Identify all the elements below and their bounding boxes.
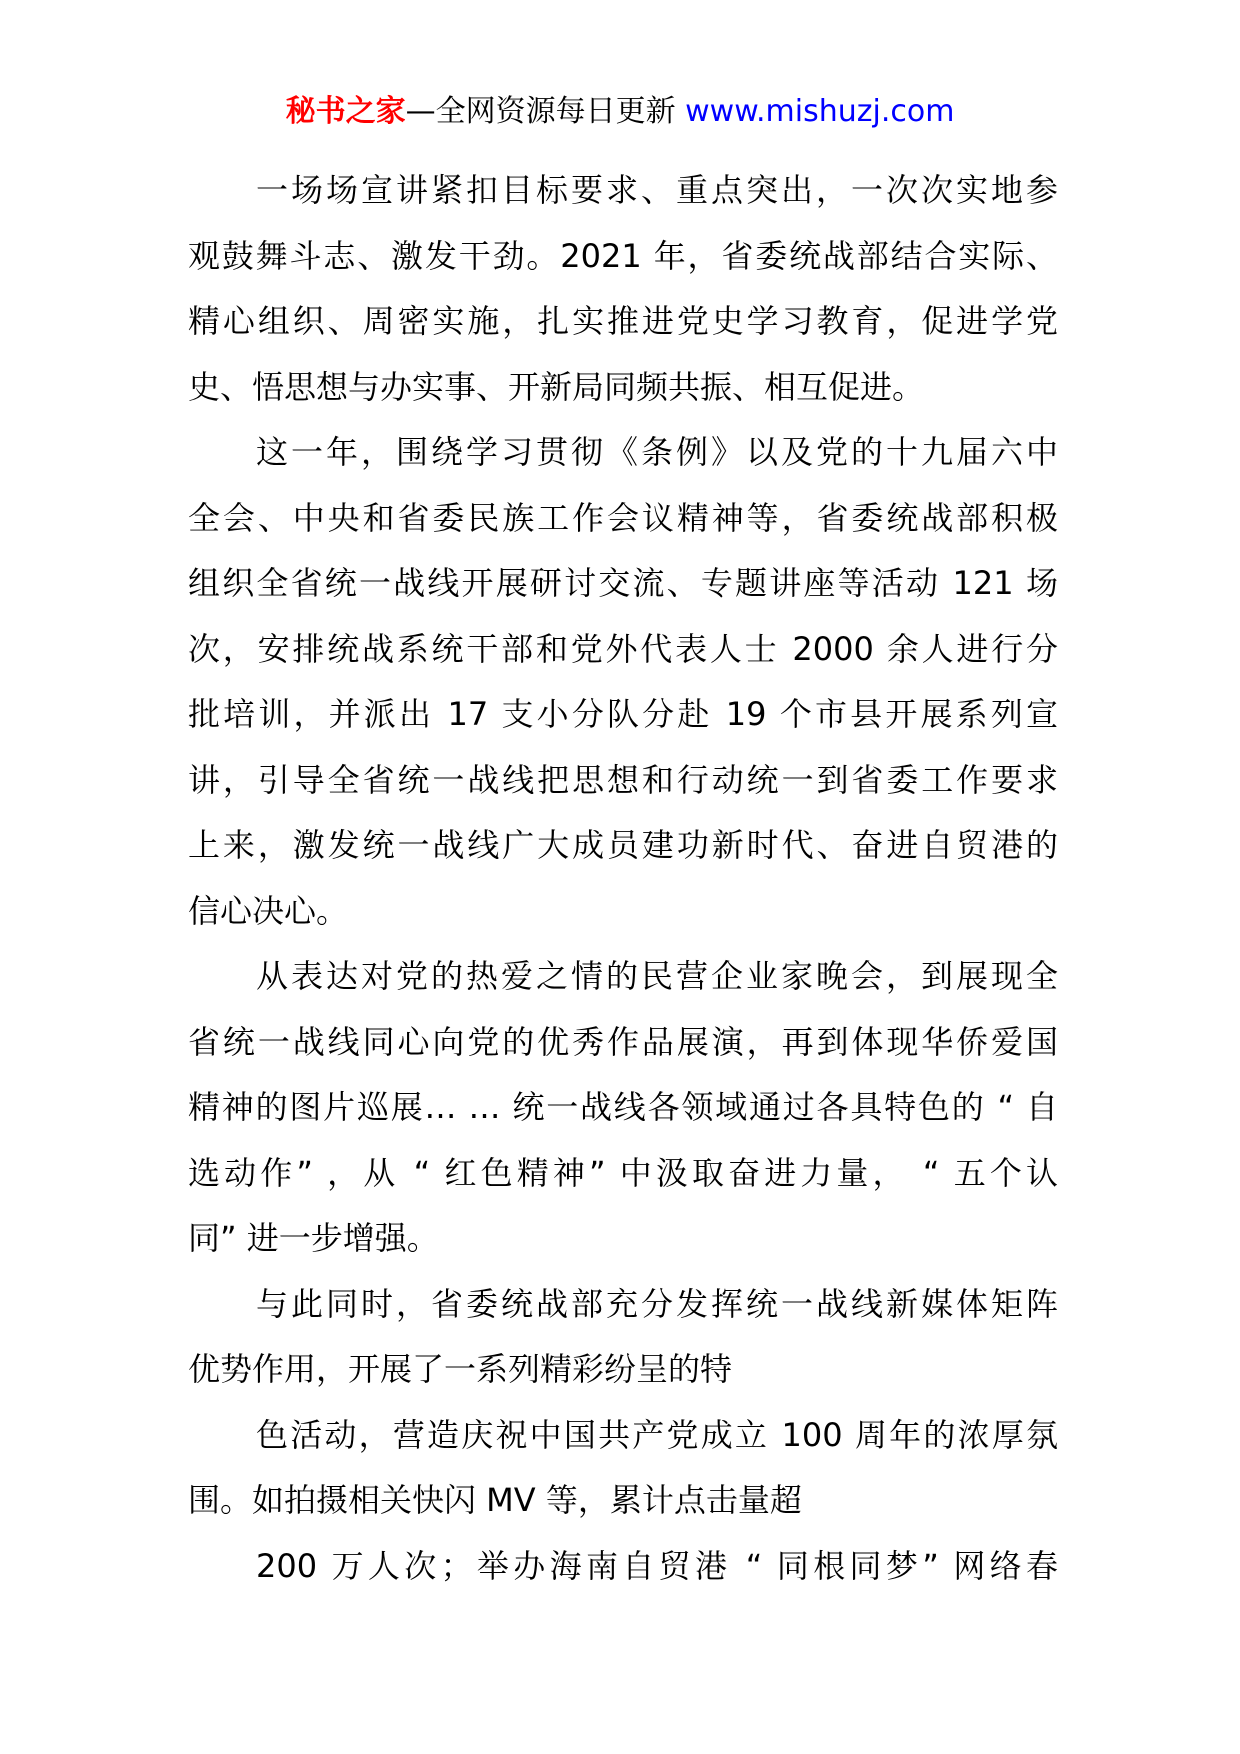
text-line: 精神的图片巡展… … 统一战线各领域通过各具特色的 “ 自	[188, 1088, 1058, 1126]
site-brand: 秘书之家	[285, 94, 406, 129]
text-line: 与此同时，省委统战部充分发挥统一战线新媒体矩阵	[256, 1284, 1058, 1323]
text-line: 省统一战线同心向党的优秀作品展演，再到体现华侨爱国	[188, 1022, 1058, 1061]
text-line: 组织全省统一战线开展研讨交流、专题讲座等活动 121 场	[188, 564, 1058, 602]
text-line: 围。如拍摄相关快闪 MV 等，累计点击量超	[188, 1481, 802, 1519]
text-line: 讲，引导全省统一战线把思想和行动统一到省委工作要求	[188, 760, 1058, 799]
text-line: 选动作” ，从 “ 红色精神” 中汲取奋进力量， “ 五个认	[188, 1153, 1058, 1192]
text-line: 信心决心。	[188, 891, 349, 930]
text-line: 同” 进一步增强。	[188, 1219, 439, 1257]
document-body	[188, 158, 1058, 1599]
text-line: 优势作用，开展了一系列精彩纷呈的特	[188, 1350, 733, 1388]
text-line: 次，安排统战系统干部和党外代表人士 2000 余人进行分	[188, 629, 1058, 668]
text-line: 这一年，围绕学习贯彻《条例》以及党的十九届六中	[256, 433, 1058, 471]
text-line: 200 万人次；举办海南自贸港 “ 同根同梦” 网络春	[256, 1546, 1058, 1585]
text-line: 色活动，营造庆祝中国共产党成立 100 周年的浓厚氛	[256, 1415, 1058, 1454]
text-line: 从表达对党的热爱之情的民营企业家晚会，到展现全	[256, 957, 1058, 995]
site-header	[0, 92, 1240, 132]
text-line: 精心组织、周密实施，扎实推进党史学习教育，促进学党	[188, 302, 1058, 340]
site-url-link[interactable]: www.mishuzj.com	[685, 94, 955, 129]
text-line: 批培训，并派出 17 支小分队分赴 19 个市县开展系列宣	[188, 695, 1058, 733]
site-tagline: —全网资源每日更新	[405, 94, 676, 129]
text-line: 上来，激发统一战线广大成员建功新时代、奋进自贸港的	[188, 826, 1058, 864]
text-line: 观鼓舞斗志、激发干劲。2021 年，省委统战部结合实际、	[188, 236, 1058, 275]
text-line: 一场场宣讲紧扣目标要求、重点突出，一次次实地参	[256, 171, 1058, 209]
text-line: 史、悟思想与办实事、开新局同频共振、相互促进。	[188, 367, 925, 406]
text-line: 全会、中央和省委民族工作会议精神等，省委统战部积极	[188, 498, 1058, 537]
